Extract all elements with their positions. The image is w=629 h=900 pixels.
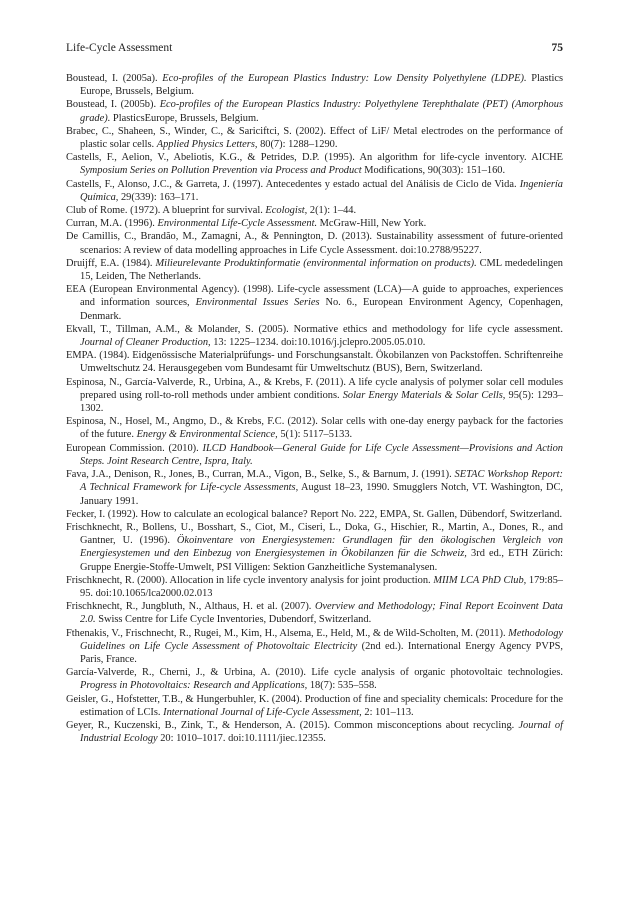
reference-entry — [66, 415, 563, 441]
reference-entry — [66, 376, 563, 416]
reference-entry — [66, 204, 563, 217]
reference-text: Frischknecht, R. (2000). Allocation in life cycle inventory analysis for joint production. — [66, 574, 434, 586]
reference-entry — [66, 230, 563, 256]
reference-entry — [66, 217, 563, 230]
reference-entry — [66, 349, 563, 375]
reference-text: 2(1): 1–44. — [307, 205, 357, 217]
reference-text: 179:85–95. doi:10.1065/lca2000.02.013 — [80, 574, 563, 599]
reference-text: No. 6., European Environment Agency, Copenhagen, Denmark. — [80, 297, 563, 322]
reference-text: 3rd ed., ETH Zürich: Gruppe Energie-Stoffe-Umwelt, PSI Villigen: Sektion Ganzheitliche Systemanalysen. — [80, 548, 564, 573]
reference-entry — [66, 719, 563, 745]
reference-text: Boustead, I. (2005b). — [66, 99, 160, 111]
reference-text: McGraw-Hill, New York. — [317, 218, 427, 230]
reference-text: (2nd ed.). International Energy Agency PVPS, Paris, France. — [80, 640, 563, 665]
reference-text: Espinosa, N., Hosel, M., Angmo, D., & Krebs, F.C. (2012). Solar cells with one-day energy payback for the factories of the future. — [66, 416, 563, 441]
reference-entry — [66, 468, 563, 508]
reference-text: Boustead, I. (2005a). — [66, 73, 163, 84]
reference-italic-text: Eco-profiles of the European Plastics Industry: Low Density Polyethylene (LDPE). — [162, 73, 527, 84]
reference-text: 95(5): 1293–1302. — [80, 389, 563, 415]
reference-text: PlasticsEurope, Brussels, Belgium. — [110, 112, 259, 124]
reference-text: European Commission. (2010). — [66, 442, 203, 454]
reference-entry — [66, 627, 563, 667]
reference-italic-text: Environmental Issues Series — [195, 297, 320, 309]
reference-text: Geyer, R., Kuczenski, B., Zink, T., & Henderson, A. (2015). Common misconceptions about recycling. — [66, 719, 519, 731]
reference-entry — [66, 283, 563, 323]
reference-entry — [66, 323, 563, 349]
reference-text: Plastics Europe, Brussels, Belgium. — [80, 73, 564, 98]
reference-text: Geisler, G., Hofstetter, T.B., & Hungerbuhler, K. (2004). Production of fine and speciality chemicals: Procedure for the estimation of LCIs. — [66, 693, 563, 718]
running-title: Life-Cycle Assessment — [66, 42, 173, 54]
reference-italic-text: Progress in Photovoltaics: Research and Applications, — [80, 680, 308, 692]
reference-italic-text: MIIM LCA PhD Club, — [433, 574, 527, 586]
reference-text: Frischknecht, R., Jungbluth, N., Althaus, H. et al. (2007). — [66, 601, 315, 613]
reference-text: 2: 101–113. — [361, 706, 414, 718]
reference-text: Frischknecht, R., Bollens, U., Bosshart, S., Ciot, M., Ciseri, L., Doka, G., Hischier, R., Martin, A., Dones, R., and Gantner, U. (1996). — [66, 521, 563, 547]
reference-italic-text: Methodology Guidelines on Life Cycle Assessment of Photovoltaic Electricity — [80, 627, 563, 652]
reference-italic-text: Journal of Cleaner Production, — [80, 337, 211, 349]
reference-entry — [66, 125, 563, 151]
reference-entry — [66, 72, 563, 98]
reference-italic-text: Ingeniería Química, — [80, 178, 563, 203]
reference-text: Curran, M.A. (1996). — [66, 218, 158, 230]
reference-italic-text: Solar Energy Materials & Solar Cells, — [342, 389, 506, 401]
reference-entry — [66, 508, 563, 521]
reference-text: Ekvall, T., Tillman, A.M., & Molander, S. (2005). Normative ethics and methodology for life cycle assessment. — [66, 323, 563, 335]
reference-text: 5(1): 5117–5133. — [277, 429, 353, 441]
running-header — [66, 42, 563, 58]
reference-text: EMPA. (1984). Eidgenössische Materialprüfungs- und Forschungsanstalt. Ökobilanzen von Packstoffen. Schriftenreihe Umweltschutz 24. Herausgegeben vom Bundesamt für Umweltschutz (BUS), Bern, Switzerland. — [66, 350, 563, 375]
reference-text: EEA (European Environmental Agency). (1998). Life-cycle assessment (LCA)—A guide to approaches, experiences and information sources, — [66, 284, 563, 309]
reference-text: Espinosa, N., García-Valverde, R., Urbina, A., & Krebs, F. (2011). A life cycle analysis of polymer solar cell modules prepared using roll-to-roll methods under ambient conditions. — [66, 376, 563, 401]
reference-text: Castells, F., Aelion, V., Abeliotis, K.G., & Petrides, D.P. (1995). An algorithm for life-cycle inventory. AICHE — [66, 152, 563, 164]
reference-entry — [66, 666, 563, 692]
reference-entry — [66, 257, 563, 283]
reference-text: 20: 1010–1017. doi:10.1111/jiec.12355. — [157, 733, 326, 745]
reference-entry — [66, 178, 563, 204]
reference-italic-text: Ökoinventare von Energiesystemen: Grundlagen für den ökologischen Vergleich von Energiesystemen und den Einbezug von Energiesystemen in Ökobilanzen für die Schweiz, — [80, 535, 564, 560]
reference-text: Druijff, E.A. (1984). — [66, 257, 156, 269]
reference-text: Castells, F., Alonso, J.C., & Garreta, J. (1997). Antecedentes y estado actual del Análisis de Ciclo de Vida. — [66, 178, 520, 190]
reference-entry — [66, 693, 563, 719]
reference-entry — [66, 442, 563, 468]
reference-text: Swiss Centre for Life Cycle Inventories, Dubendorf, Switzerland. — [95, 614, 372, 626]
reference-text: Fecker, I. (1992). How to calculate an ecological balance? Report No. 222, EMPA, St. Gallen, Dübendorf, Switzerland. — [66, 508, 563, 520]
reference-text: Fthenakis, V., Frischnecht, R., Rugei, M., Kim, H., Alsema, E., Held, M., & de Wild-Scholten, M. (2011). — [66, 627, 509, 639]
reference-italic-text: Eco-profiles of the European Plastics Industry: Polyethylene Terephthalate (PET) (Amorphous grade). — [80, 99, 563, 124]
reference-text: 80(7): 1288–1290. — [257, 139, 338, 151]
reference-italic-text: Symposium Series on Pollution Prevention via Process and Product — [80, 165, 362, 177]
reference-italic-text: Environmental Life-Cycle Assessment. — [157, 218, 318, 230]
reference-italic-text: Applied Physics Letters, — [156, 139, 258, 151]
reference-text: Modifications, 90(303): 151–160. — [361, 165, 506, 177]
reference-italic-text: Milieurelevante Produktinformatie (environmental information on products). — [155, 257, 477, 269]
reference-text: August 18–23, 1990. Smugglers Notch, VT. Washington, DC, January 1991. — [80, 482, 563, 507]
reference-list — [66, 72, 563, 745]
reference-italic-text: Journal of Industrial Ecology — [80, 719, 563, 745]
reference-italic-text: International Journal of Life-Cycle Assessment, — [163, 706, 362, 718]
reference-text: 13: 1225–1234. doi:10.1016/j.jclepro.2005.05.010. — [210, 337, 426, 349]
reference-text: 29(339): 163–171. — [118, 191, 199, 203]
page-number: 75 — [551, 42, 563, 54]
reference-italic-text: Energy & Environmental Science, — [136, 429, 278, 441]
reference-italic-text: ILCD Handbook—General Guide for Life Cycle Assessment—Provisions and Action Steps. Joint Research Centre, Ispra, Italy. — [80, 442, 563, 467]
reference-entry — [66, 151, 563, 177]
reference-italic-text: Ecologist, — [265, 205, 308, 217]
reference-text: García-Valverde, R., Cherni, J., & Urbina, A. (2010). Life cycle analysis of organic photovoltaic technologies. — [66, 667, 563, 679]
reference-text: 18(7): 535–558. — [307, 680, 377, 692]
reference-entry — [66, 521, 563, 574]
reference-entry — [66, 98, 563, 124]
reference-text: CML mededelingen 15, Leiden, The Netherlands. — [80, 257, 564, 283]
reference-italic-text: SETAC Workshop Report: A Technical Framework for Life-cycle Assessments, — [80, 469, 563, 494]
reference-text: Brabec, C., Shaheen, S., Winder, C., & Sariciftci, S. (2002). Effect of LiF/ Metal electrodes on the performance of plastic solar cells. — [66, 125, 563, 151]
reference-italic-text: Overview and Methodology; Final Report Ecoinvent Data 2.0. — [80, 601, 564, 626]
reference-entry — [66, 574, 563, 600]
reference-text: De Camillis, C., Brandão, M., Zamagni, A., & Pennington, D. (2013). Sustainability assessment of future-oriented scenarios: A review of data modelling approaches in Life Cycle Assessment. doi:10.2788/95227. — [66, 231, 563, 256]
reference-entry — [66, 600, 563, 626]
reference-text: Fava, J.A., Denison, R., Jones, B., Curran, M.A., Vigon, B., Selke, S., & Barnum, J. (1991). — [66, 469, 455, 481]
reference-text: Club of Rome. (1972). A blueprint for survival. — [66, 205, 266, 217]
